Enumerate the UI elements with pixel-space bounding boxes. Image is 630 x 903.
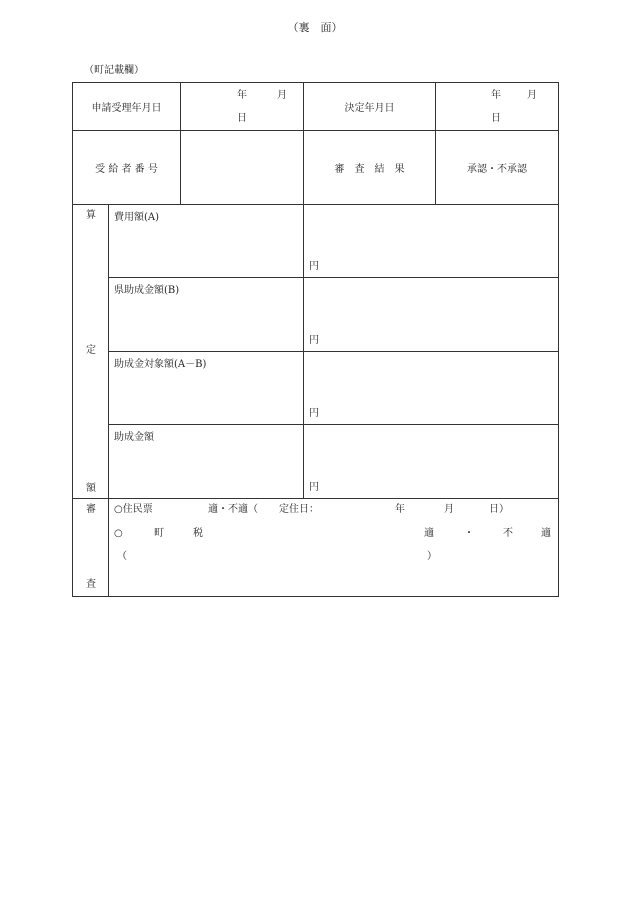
calc-item-amount-field[interactable]	[304, 352, 559, 425]
calc-row-prefecture	[73, 278, 559, 352]
settle-year: 年	[395, 504, 405, 515]
decision-date-label: 決定年月日	[344, 103, 395, 114]
tax-town: 町	[154, 528, 164, 539]
decision-month: 月	[527, 90, 537, 101]
calc-item-label-cell	[109, 205, 304, 278]
application-year: 年	[237, 90, 247, 101]
tax-ok2: 適	[541, 528, 551, 539]
tax-dot: ・	[464, 528, 474, 539]
page-title: （裏 面）	[287, 21, 343, 34]
decision-date-label-cell	[304, 83, 436, 131]
tax-ok: 適	[424, 528, 434, 539]
calc-item-unit: 円	[309, 408, 319, 419]
application-date-field[interactable]	[181, 83, 304, 131]
decision-date-field[interactable]	[436, 83, 559, 131]
review-result-field[interactable]	[436, 131, 559, 205]
application-month: 月	[277, 90, 287, 101]
settle-month: 月	[444, 504, 454, 515]
calc-item-amount-field[interactable]	[304, 205, 559, 278]
decision-day: 日	[491, 113, 501, 124]
review-side-top: 審	[86, 504, 96, 515]
application-date-label-cell	[73, 83, 181, 131]
review-side-label	[73, 499, 109, 597]
residence-label: ○住民票	[114, 504, 153, 515]
calc-item-label: 費用額(A)	[114, 212, 160, 223]
review-row	[73, 499, 559, 597]
recipient-number-label-cell	[73, 131, 181, 205]
review-result-value: 承認・不承認	[467, 164, 527, 175]
calc-item-label: 県助成金額(B)	[114, 285, 180, 296]
calc-row-cost	[73, 205, 559, 278]
settle-date-label: 定住日：	[279, 504, 319, 515]
calc-item-label: 助成金額	[114, 432, 154, 443]
recipient-row	[73, 131, 559, 205]
tax-not: 不	[503, 528, 513, 539]
calc-item-unit: 円	[309, 261, 319, 272]
form-table	[72, 82, 559, 597]
section-label: （町記載欄）	[84, 65, 144, 76]
calc-item-amount-field[interactable]	[304, 278, 559, 352]
calc-side-label	[73, 205, 109, 499]
paren-close: ）	[427, 551, 437, 562]
calc-item-label-cell	[109, 352, 304, 425]
review-result-label: 審 査 結 果	[334, 164, 405, 175]
recipient-number-field[interactable]	[181, 131, 304, 205]
tax-label: 税	[193, 528, 203, 539]
calc-item-label-cell	[109, 425, 304, 499]
decision-year: 年	[491, 90, 501, 101]
recipient-number-label: 受 給 者 番 号	[95, 164, 158, 175]
paren-open: （	[117, 551, 127, 562]
calc-side-middle: 定	[86, 345, 96, 356]
calc-row-target	[73, 352, 559, 425]
calc-item-unit: 円	[309, 482, 319, 493]
calc-row-grant	[73, 425, 559, 499]
calc-side-bottom: 額	[86, 483, 96, 494]
date-row	[73, 83, 559, 131]
application-date-label: 申請受理年月日	[91, 103, 162, 114]
calc-side-top: 算	[86, 210, 96, 221]
review-result-label-cell	[304, 131, 436, 205]
application-day: 日	[237, 113, 247, 124]
calc-item-label: 助成金対象額(A－B)	[114, 359, 207, 370]
review-side-bottom: 査	[86, 579, 96, 590]
tax-circle: ○	[114, 528, 123, 539]
review-content[interactable]	[109, 499, 559, 597]
residence-status: 適・不適（	[208, 504, 258, 515]
calc-item-label-cell	[109, 278, 304, 352]
settle-day: 日）	[489, 504, 509, 515]
calc-item-unit: 円	[309, 335, 319, 346]
calc-item-amount-field[interactable]	[304, 425, 559, 499]
